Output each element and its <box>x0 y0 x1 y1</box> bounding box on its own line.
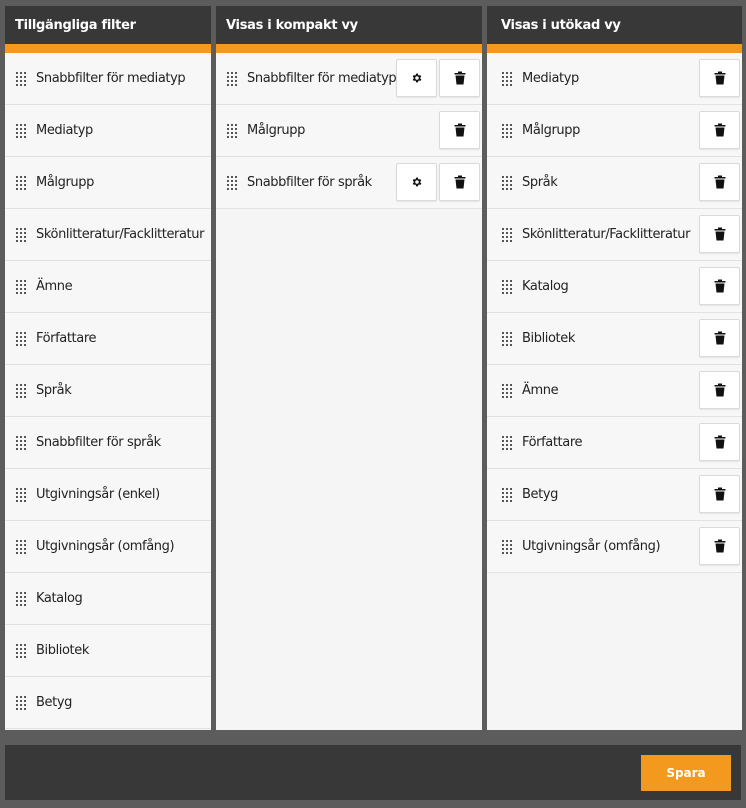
filter-item[interactable] <box>487 313 742 365</box>
filter-item-label: Språk <box>36 383 72 398</box>
drag-handle-icon[interactable] <box>227 72 237 86</box>
filter-item[interactable] <box>5 625 211 677</box>
filter-item[interactable] <box>5 105 211 157</box>
drag-handle-icon[interactable] <box>227 124 237 138</box>
filter-item-label: Betyg <box>522 487 558 502</box>
filter-item[interactable] <box>5 53 211 105</box>
drag-handle-icon[interactable] <box>16 696 26 710</box>
drag-handle-icon[interactable] <box>16 384 26 398</box>
filter-item-label: Utgivningsår (enkel) <box>36 487 160 502</box>
filter-item-label: Utgivningsår (omfång) <box>36 539 175 554</box>
drag-handle-icon[interactable] <box>227 176 237 190</box>
filter-item[interactable] <box>5 469 211 521</box>
available-filters-list <box>5 53 211 729</box>
drag-handle-icon[interactable] <box>502 540 512 554</box>
save-button[interactable]: Spara <box>641 755 731 791</box>
drag-handle-icon[interactable] <box>16 540 26 554</box>
drag-handle-icon[interactable] <box>16 592 26 606</box>
filter-item[interactable] <box>5 521 211 573</box>
delete-button[interactable] <box>699 163 740 201</box>
drag-handle-icon[interactable] <box>502 228 512 242</box>
drag-handle-icon[interactable] <box>16 280 26 294</box>
extended-view-list <box>487 53 742 573</box>
drag-handle-icon[interactable] <box>502 384 512 398</box>
filter-item-label: Målgrupp <box>247 123 305 138</box>
filter-item[interactable] <box>487 157 742 209</box>
filter-item[interactable] <box>5 313 211 365</box>
filter-item-label: Snabbfilter för språk <box>247 175 372 190</box>
drag-handle-icon[interactable] <box>16 488 26 502</box>
filter-item[interactable] <box>487 417 742 469</box>
filter-item-label: Bibliotek <box>36 643 89 658</box>
filter-item[interactable] <box>487 209 742 261</box>
delete-button[interactable] <box>439 111 480 149</box>
drag-handle-icon[interactable] <box>502 488 512 502</box>
filter-item-label: Ämne <box>522 383 559 398</box>
column-title: Visas i kompakt vy <box>216 6 482 53</box>
drag-handle-icon[interactable] <box>502 332 512 346</box>
drag-handle-icon[interactable] <box>502 280 512 294</box>
settings-button[interactable] <box>396 163 437 201</box>
filter-item[interactable] <box>216 53 482 105</box>
delete-button[interactable] <box>439 163 480 201</box>
filter-item[interactable] <box>487 469 742 521</box>
available-filters-column <box>5 6 211 730</box>
filter-item[interactable] <box>5 677 211 729</box>
delete-button[interactable] <box>699 59 740 97</box>
drag-handle-icon[interactable] <box>502 436 512 450</box>
filter-item-label: Mediatyp <box>522 71 579 86</box>
filter-item[interactable] <box>216 105 482 157</box>
drag-handle-icon[interactable] <box>502 72 512 86</box>
filter-item-label: Författare <box>522 435 583 450</box>
drag-handle-icon[interactable] <box>16 176 26 190</box>
filter-item-label: Målgrupp <box>36 175 94 190</box>
filter-item[interactable] <box>216 157 482 209</box>
extended-view-column <box>487 6 742 730</box>
drag-handle-icon[interactable] <box>16 436 26 450</box>
compact-view-column <box>216 6 482 730</box>
filter-item[interactable] <box>5 417 211 469</box>
drag-handle-icon[interactable] <box>16 644 26 658</box>
delete-button[interactable] <box>699 475 740 513</box>
settings-button[interactable] <box>396 59 437 97</box>
filter-item-label: Mediatyp <box>36 123 93 138</box>
filter-item[interactable] <box>5 365 211 417</box>
filter-item-label: Författare <box>36 331 97 346</box>
filter-item-label: Språk <box>522 175 558 190</box>
filter-item-label: Betyg <box>36 695 72 710</box>
filter-item-label: Ämne <box>36 279 73 294</box>
drag-handle-icon[interactable] <box>16 228 26 242</box>
compact-view-list <box>216 53 482 209</box>
filter-item[interactable] <box>5 157 211 209</box>
filter-item-label: Målgrupp <box>522 123 580 138</box>
filter-item[interactable] <box>487 521 742 573</box>
drag-handle-icon[interactable] <box>502 124 512 138</box>
column-title: Tillgängliga filter <box>5 6 211 53</box>
filter-item[interactable] <box>5 261 211 313</box>
filter-item-label: Snabbfilter för språk <box>36 435 161 450</box>
delete-button[interactable] <box>699 527 740 565</box>
delete-button[interactable] <box>699 267 740 305</box>
filter-item-label: Utgivningsår (omfång) <box>522 539 661 554</box>
filter-item-label: Snabbfilter för mediatyp <box>36 71 186 86</box>
drag-handle-icon[interactable] <box>502 176 512 190</box>
filter-item-label: Skönlitteratur/Facklitteratur <box>36 227 205 242</box>
filter-item-label: Katalog <box>36 591 83 606</box>
drag-handle-icon[interactable] <box>16 124 26 138</box>
drag-handle-icon[interactable] <box>16 72 26 86</box>
filter-item[interactable] <box>487 365 742 417</box>
delete-button[interactable] <box>699 111 740 149</box>
filter-item-label: Katalog <box>522 279 569 294</box>
column-title: Visas i utökad vy <box>487 6 742 53</box>
delete-button[interactable] <box>699 215 740 253</box>
delete-button[interactable] <box>699 423 740 461</box>
delete-button[interactable] <box>699 371 740 409</box>
filter-item[interactable] <box>5 209 211 261</box>
footer-bar <box>5 745 741 800</box>
filter-item[interactable] <box>487 261 742 313</box>
filter-item-label: Snabbfilter för mediatyp <box>247 71 397 86</box>
filter-item-label: Bibliotek <box>522 331 575 346</box>
filter-item[interactable] <box>487 53 742 105</box>
filter-item[interactable] <box>487 105 742 157</box>
delete-button[interactable] <box>439 59 480 97</box>
filter-item[interactable] <box>5 573 211 625</box>
filter-item-label: Skönlitteratur/Facklitteratur <box>522 227 691 242</box>
drag-handle-icon[interactable] <box>16 332 26 346</box>
delete-button[interactable] <box>699 319 740 357</box>
